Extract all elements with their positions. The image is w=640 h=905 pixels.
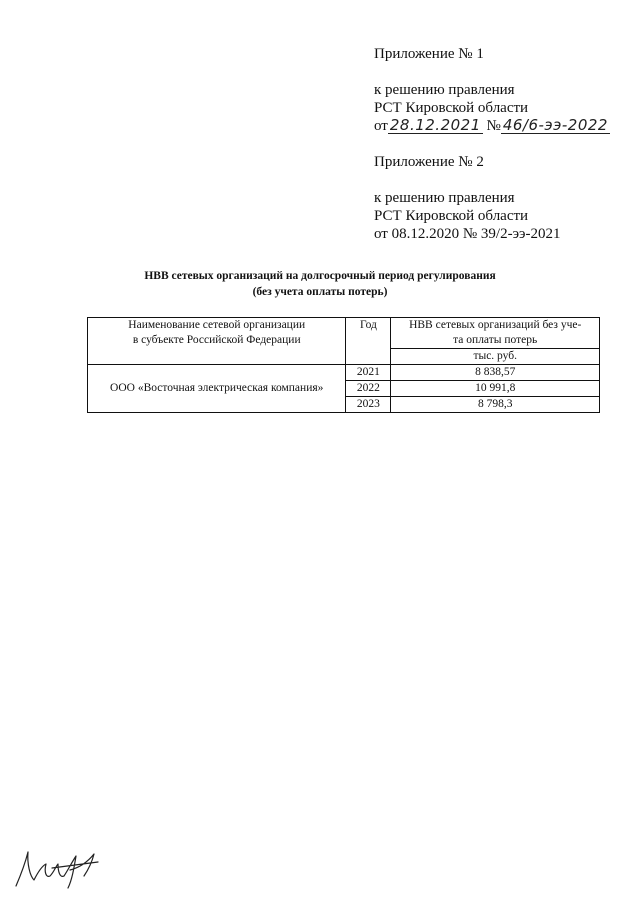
value-cell: 10 991,8 <box>391 381 600 397</box>
header-nvv: НВВ сетевых организаций без уче- та оплаты потерь <box>391 318 600 349</box>
value-cell: 8 838,57 <box>391 365 600 381</box>
appendix-1-number-handwritten: 46/6-ээ-2022 <box>502 116 608 134</box>
title-line1: НВВ сетевых организаций на долгосрочный период регулирования <box>144 270 496 282</box>
appendix-2-line2: РСТ Кировской области <box>374 208 529 224</box>
nvv-table <box>87 317 600 413</box>
appendix-2-line3: от 08.12.2020 № 39/2-ээ-2021 <box>374 226 561 242</box>
year-cell: 2021 <box>346 365 391 381</box>
document-title <box>120 268 520 300</box>
appendix-1-date-handwritten: 28.12.2021 <box>389 116 481 134</box>
appendix-1-number-prefix: № <box>486 118 501 134</box>
appendix-2-block <box>374 153 560 243</box>
year-cell: 2023 <box>346 397 391 413</box>
appendix-2-heading: Приложение № 2 <box>374 154 484 170</box>
appendix-1-block <box>374 45 610 135</box>
table-row <box>88 365 600 381</box>
title-line2: (без учета оплаты потерь) <box>252 286 388 298</box>
appendix-1-heading: Приложение № 1 <box>374 46 484 62</box>
table-header-row <box>88 318 600 349</box>
value-cell: 8 798,3 <box>391 397 600 413</box>
header-year: Год <box>346 318 391 365</box>
signature <box>12 842 102 892</box>
header-unit: тыс. руб. <box>391 349 600 365</box>
appendix-1-date-line <box>374 117 610 135</box>
year-cell: 2022 <box>346 381 391 397</box>
appendix-2-line1: к решению правления <box>374 190 515 206</box>
organization-name: ООО «Восточная электрическая компания» <box>88 365 346 413</box>
appendix-1-date-prefix: от <box>374 118 388 134</box>
appendix-1-line2: РСТ Кировской области <box>374 100 529 116</box>
header-organization: Наименование сетевой организации в субъекте Российской Федерации <box>88 318 346 365</box>
appendix-1-line1: к решению правления <box>374 82 515 98</box>
